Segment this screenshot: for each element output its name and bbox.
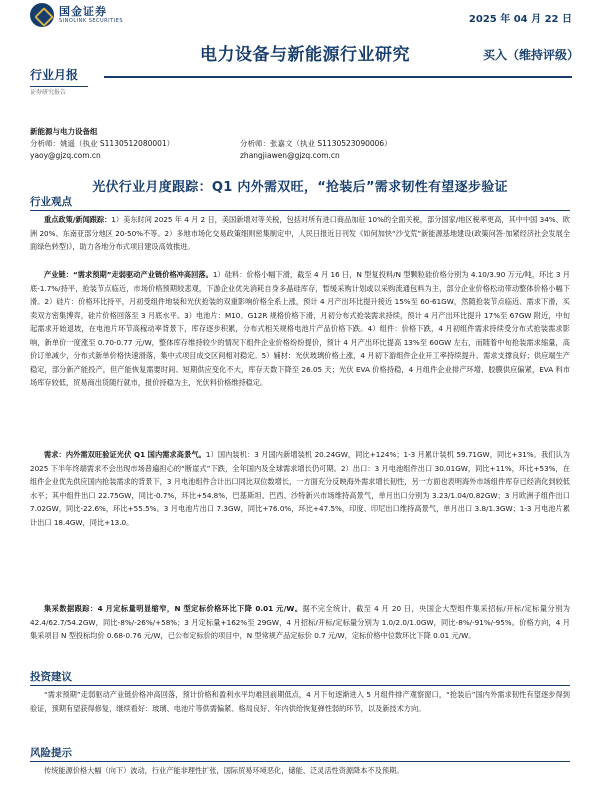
paragraph-risk — [30, 764, 570, 778]
paragraph-advice — [30, 688, 570, 715]
analyst-group: 新能源与电力设备组 — [30, 127, 98, 136]
paragraph-supply-chain — [30, 268, 570, 390]
report-type-divider — [30, 86, 88, 87]
logo-name-cn: 国金证券 — [59, 5, 107, 18]
report-industry-title: 电力设备与新能源行业研究 — [200, 45, 410, 65]
analyst-block — [30, 126, 570, 162]
section-risk-label: 风险提示 — [30, 747, 72, 759]
paragraph-procurement — [30, 602, 570, 643]
paragraph-body: 1）美东时间 2025 年 4 月 2 日，美国新增对等关税，包括对所有进口商品加征 10%的全面关税，部分国家/地区税率更高，其中中国 34%、欧洲 20%、东南亚部分地区 20-50%不等。2）多地市场化交易政策细则密集制定中，人民日报近日刊发《如何加快“沙戈荒”新能源基地建设(政策问答·加紧经济社会发展全面绿色转型)》，助力各地分布式项目建设高效推进。 — [30, 215, 570, 251]
section-view-label: 行业观点 — [30, 196, 72, 208]
title-divider — [104, 76, 572, 78]
report-type: 行业月报 — [30, 68, 79, 82]
logo-emblem-icon — [30, 3, 54, 27]
report-type-block — [30, 67, 92, 100]
paragraph-lead: 重点政策/新闻跟踪： — [44, 215, 112, 224]
report-header — [0, 0, 600, 118]
analyst-2-name: 分析师：张嘉文（执业 S1130523090006） — [240, 139, 392, 148]
section-advice-header — [30, 670, 570, 686]
analyst-1-name: 分析师：姚遥（执业 S1130512080001） — [30, 139, 175, 148]
report-kind: 证券研究报告 — [30, 89, 67, 96]
company-logo — [30, 3, 123, 27]
section-divider — [30, 210, 570, 211]
section-view-header — [30, 195, 570, 211]
report-date: 2025 年 04 月 22 日 — [468, 14, 572, 25]
paragraph-lead: 产业链：“需求预期”走弱驱动产业链价格冲高回落。 — [44, 270, 213, 279]
paragraph-body: 1）硅料：价格小幅下滑，截至 4 月 16 日，N 型复投料/N 型颗粒硅价格分别为 4.10/3.90 万元/吨，环比 3 月底-1.7%/持平，抢装节点临近，市场价格预期较悲观，下游企业优先消耗自身多晶硅库存，暂缓采购计划或以采购流通包料为主，部分企业价格松动带动整体价格小幅下滑。2）硅片：价格环比持平，月初受组件地装和光伏抢装的双重影响价格全系上涨，预计 4 月产出环比提升接近 15%至 60-61GW，然随抢装节点临近、需求下滑，买卖双方密集博弈，硅片价格回落至 3 月底水平。3）电池片：M10、G12R 规格价格下滑，月初分布式抢装需求持续，预计 4 月产出环比提升 17%至 67GW 附近，中旬起需求开始退坡，在电池片环节高稼动率背景下，库存逐步积累，分布式相关规格电池片产品价格下跌。4）组件：价格下跌，4 月初组件需求持续受分布式抢装需求影响，新单价一度涨至 0.70-0.77 元/W，整体库存维持较少的情况下组件企业价格纷纷提价，预计 4 月产出环比提高 13%至 60GW 左右，而随着中旬抢装需求缩量，高价订单减少，分布式新单价格快速滑落，集中式项目成交区间相对稳定。5）辅材：光伏玻璃价格上涨，4 月初下游组件企业开工率持续提升、需求支撑良好；供应端生产稳定，部分新产能投产，但产能恢复需要时间、短期供应变化不大，库存天数下降至 26.05 天；光伏 EVA 价格持稳，4 月组件企业排产环增、胶膜供应偏紧，EVA 料市场库存较低，贸易商出货随行就市，报价持稳为主，光伏料价格维持稳定。 — [30, 270, 570, 387]
report-title: 光伏行业月度跟踪：Q1 内外需双旺，“抢装后”需求韧性有望逐步验证 — [92, 180, 508, 195]
paragraph-policy — [30, 213, 570, 254]
section-divider — [30, 685, 570, 686]
paragraph-body: 传统能源价格大幅（向下）波动，行业产能非理性扩张，国际贸易环境恶化，储能、泛灵活性资源降本不及预期。 — [44, 766, 404, 775]
section-advice-label: 投资建议 — [30, 671, 72, 683]
section-risk-header — [30, 746, 570, 762]
logo-name-en: SINOLINK SECURITIES — [59, 18, 123, 24]
paragraph-body: 据不完全统计，截至 4 月 20 日，央国企大型组件集采招标/开标/定标量分别为 42.4/62.7/54.2GW，同比-8%/-26%/+58%；3 月定标量+162%至 29GW，4 月招标/开标/定标量分别为 1.0/2.0/1.0GW，同比-8%/-91%/-95%。价格方向，4 月集采项目 N 型投标均价 0.68-0.76 元/W，已公布定标价的项目中，N 型常规产品定标价 0.7 元/W，定标价格中位数环比下降 0.01 元/W。 — [30, 604, 570, 640]
section-divider — [30, 761, 570, 762]
paragraph-demand — [30, 448, 570, 529]
rating-badge: 买入（维持评级） — [483, 48, 580, 62]
analyst-1-email[interactable]: yaoy@gjzq.com.cn — [30, 151, 101, 160]
paragraph-body: 1）国内装机：3 月国内新增装机 20.24GW，同比+124%；1-3 月累计装机 59.71GW，同比+31%。我们认为 2025 下半年终端需求不会出现市场普遍担心的“断崖式”下跌，全年国内及全球需求增长仍可期。2）出口：3 月电池组件出口 30.01GW，同比+11%，环比+53%，在组件企业优先供应国内抢装需求的背景下，3 月电池组件合计出口同比双位数增长，一方面充分反映海外需求增长韧性，另一方面也表明海外市场组件库存已经消化到较低水平；其中组件出口 22.75GW，同比-0.7%，环比+54.8%，巴基斯坦、巴西、沙特新兴市场维持高景气，单月出口分别为 3.23/1.04/0.82GW；3 月欧洲子组件出口 7.02GW，同比-22.6%，环比+55.5%。3 月电池片出口 7.3GW，同比+76.0%，环比+47.5%，印度、印尼出口维持高景气，单月出口 3.8/1.3GW；1-3 月电池片累计出口 18.4GW，同比+13.0。 — [30, 450, 570, 527]
paragraph-lead: 需求：内外需双旺验证光伏 Q1 国内需求高景气。 — [44, 450, 206, 459]
paragraph-lead: 集采数据跟踪：4 月定标量明显缩窄，N 型定标价格环比下降 0.01 元/W。 — [44, 604, 303, 613]
paragraph-body: “需求预期”走弱驱动产业链价格冲高回落，预计价格和盈利水平均难回前期低点，4 月下旬逐渐进入 5 月组件排产观察窗口，“抢装后”国内外需求韧性有望逐步得到验证，预期有望获得修复，继续看好：玻璃、电池片等供需偏紧、格局良好、年内供给恢复弹性弱的环节，以及新技术方向。 — [30, 690, 570, 713]
analyst-2-email[interactable]: zhangjiawen@gjzq.com.cn — [240, 151, 340, 160]
